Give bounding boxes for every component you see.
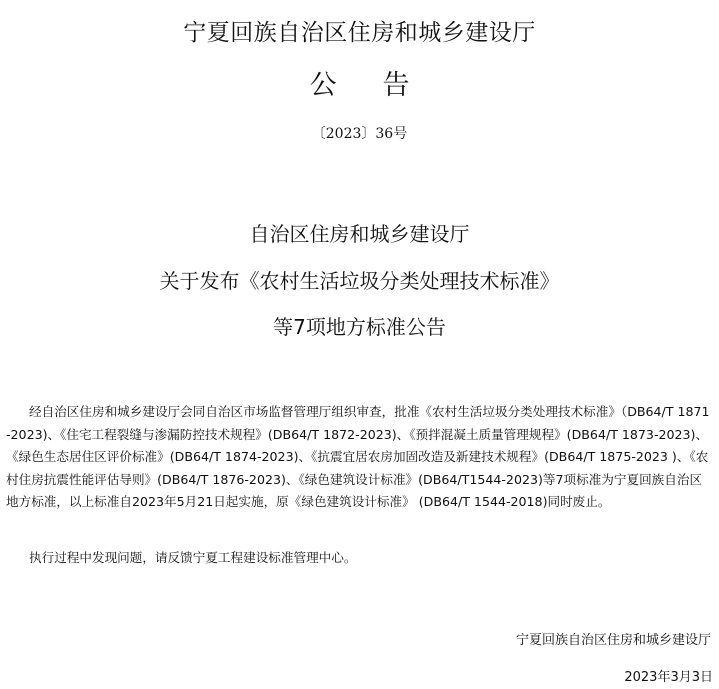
- signature-agency: 宁夏回族自治区住房和城乡建设厅: [515, 633, 711, 648]
- title-line-3: 等7项地方标准公告: [273, 315, 446, 339]
- issuing-agency-heading: 宁夏回族自治区住房和城乡建设厅: [183, 20, 536, 46]
- title-line-1: 自治区住房和城乡建设厅: [249, 222, 470, 246]
- feedback-paragraph: 执行过程中发现问题，请反馈宁夏工程建设标准管理中心。: [29, 550, 357, 565]
- title-line-2: 关于发布《农村生活垃圾分类处理技术标准》: [159, 269, 560, 293]
- document-number: 〔2023〕36号: [311, 126, 408, 142]
- notice-char-gao: 告: [382, 70, 410, 101]
- notice-char-gong: 公: [309, 70, 337, 101]
- notice-heading: [0, 66, 719, 106]
- signature-date: 2023年3月3日: [624, 670, 713, 685]
- approval-paragraph: 经自治区住房和城乡建设厅会同自治区市场监督管理厅组织审查，批准《农村生活垃圾分类处理技术标准》（DB64/T 1871-2023)、《住宅工程裂缝与渗漏防控技术规程》(DB64/T 1872-2023)、《预拌混凝土质量管理规程》(DB64/T 1873-2023)、《绿色生态居住区评价标准》(DB64/T 1874-2023)、《抗震宜居农房加固改造及新建技术规程》(DB64/T 1875-2023 )、《农村住房抗震性能评估导则》(DB64/T 1876-2023)、《绿色建筑设计标准》(DB64/T1544-2023)等7项标准为宁夏回族自治区地方标准，以上标准自2023年5月21日起实施，原《绿色建筑设计标准》 (DB64/T 1544-2018)同时废止。: [6, 404, 710, 509]
